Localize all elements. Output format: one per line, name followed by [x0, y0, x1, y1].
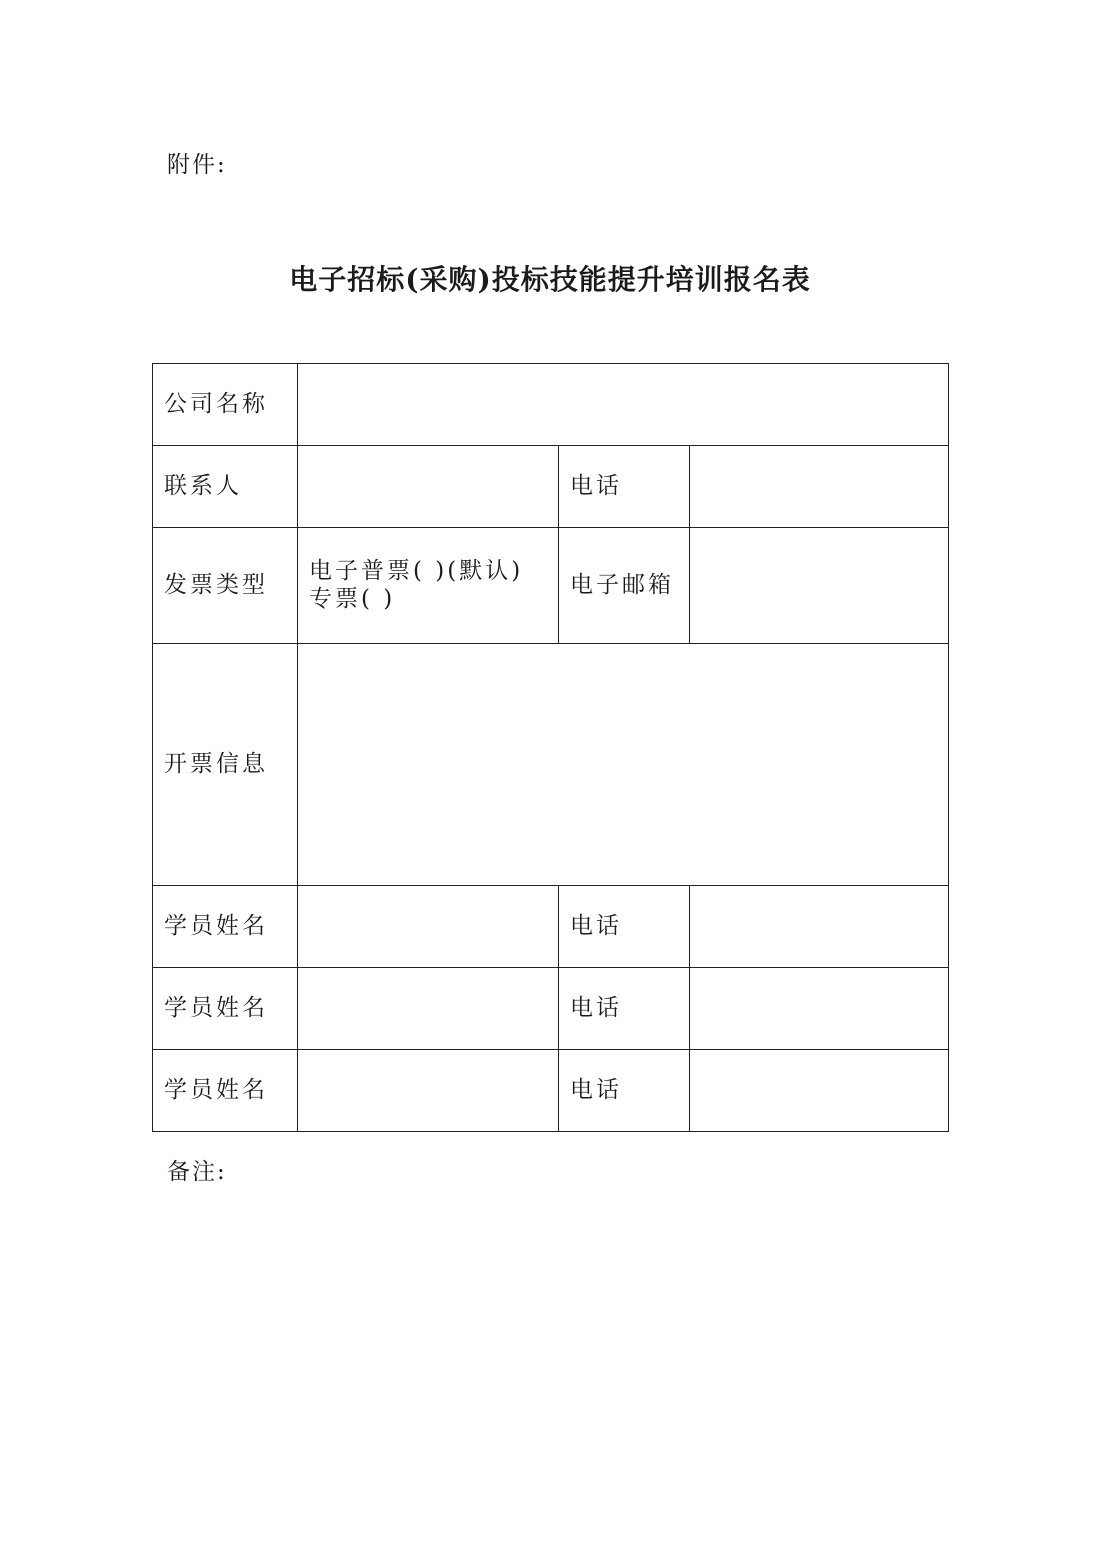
student-phone-field[interactable]: [690, 886, 949, 968]
remarks-label: 备注:: [167, 1159, 227, 1185]
student-name-label: 学员姓名: [153, 886, 298, 968]
registration-form-table: [152, 363, 949, 1132]
student-phone-label: 电话: [559, 1050, 690, 1132]
email-field[interactable]: [690, 528, 949, 644]
student-phone-field[interactable]: [690, 968, 949, 1050]
student-phone-label: 电话: [559, 968, 690, 1050]
contact-field[interactable]: [298, 446, 559, 528]
student-row: [153, 968, 949, 1050]
student-name-label: 学员姓名: [153, 1050, 298, 1132]
student-row: [153, 1050, 949, 1132]
contact-phone-field[interactable]: [690, 446, 949, 528]
company-name-label: 公司名称: [153, 364, 298, 446]
email-label: 电子邮箱: [559, 528, 690, 644]
invoice-option-special[interactable]: 专票( ): [309, 585, 396, 612]
invoice-type-options: [298, 528, 559, 644]
student-name-field[interactable]: [298, 886, 559, 968]
student-phone-field[interactable]: [690, 1050, 949, 1132]
company-name-row: [153, 364, 949, 446]
billing-info-row: [153, 644, 949, 886]
student-name-field[interactable]: [298, 1050, 559, 1132]
student-name-label: 学员姓名: [153, 968, 298, 1050]
form-title: 电子招标(采购)投标技能提升培训报名表: [289, 263, 811, 296]
company-name-field[interactable]: [298, 364, 949, 446]
contact-phone-label: 电话: [559, 446, 690, 528]
contact-label: 联系人: [153, 446, 298, 528]
attachment-label: 附件:: [167, 152, 227, 178]
student-name-field[interactable]: [298, 968, 559, 1050]
billing-info-field[interactable]: [298, 644, 949, 886]
student-row: [153, 886, 949, 968]
billing-info-label: 开票信息: [153, 644, 298, 886]
student-phone-label: 电话: [559, 886, 690, 968]
invoice-type-label: 发票类型: [153, 528, 298, 644]
invoice-type-row: [153, 528, 949, 644]
invoice-option-regular[interactable]: 电子普票( )(默认): [309, 557, 524, 584]
contact-row: [153, 446, 949, 528]
